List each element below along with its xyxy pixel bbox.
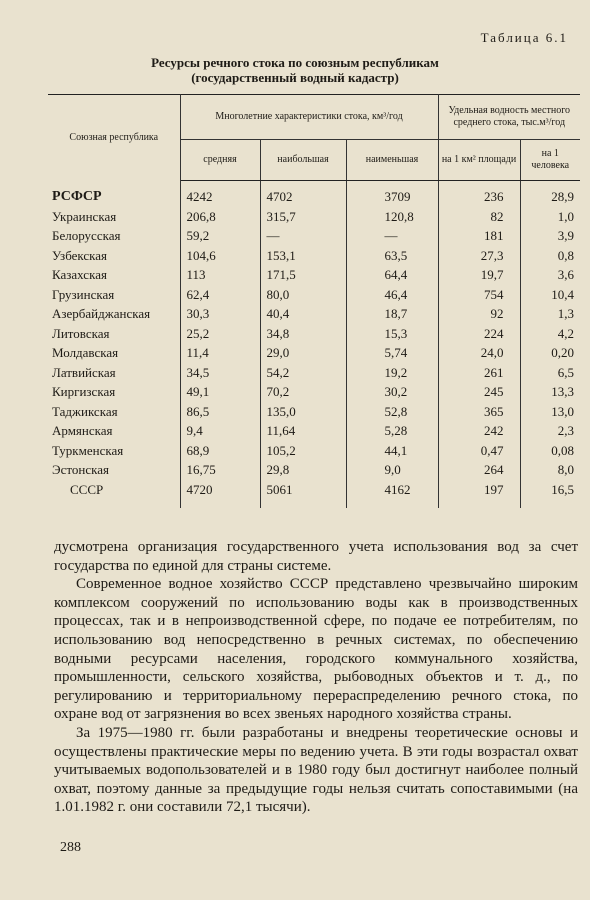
per-person-value: 16,5 (551, 481, 575, 497)
republic-name: Казахская (48, 265, 180, 285)
minimum-value: 46,4 (346, 285, 438, 305)
header-average: средняя (180, 140, 260, 181)
republic-name: Молдавская (48, 343, 180, 363)
average-value: 34,5 (180, 363, 260, 383)
river-runoff-table (48, 94, 580, 508)
per-km2-value: 245 (438, 382, 520, 402)
maximum-value: — (260, 226, 346, 246)
table-row (48, 285, 580, 305)
minimum-value: 120,8 (346, 207, 438, 227)
per-person-value: 3,6 (557, 267, 575, 283)
minimum-value: — (346, 226, 438, 246)
per-km2-value: 24,0 (438, 343, 520, 363)
per-km2-value: 0,47 (438, 441, 520, 461)
header-per-person: на 1 человека (520, 140, 580, 181)
republic-name: Туркменская (48, 441, 180, 461)
per-km2-value: 82 (438, 207, 520, 227)
header-republic: Союзная республика (48, 95, 180, 181)
table-row (48, 441, 580, 461)
average-value: 11,4 (180, 343, 260, 363)
average-value: 62,4 (180, 285, 260, 305)
per-person-value: 0,20 (551, 345, 575, 361)
table-row (48, 181, 580, 207)
table-title-line-1: Ресурсы речного стока по союзным республикам (151, 55, 439, 70)
maximum-value: 11,64 (260, 421, 346, 441)
maximum-value: 171,5 (260, 265, 346, 285)
republic-name: РСФСР (48, 181, 180, 207)
table-row (48, 207, 580, 227)
per-km2-value: 224 (438, 324, 520, 344)
average-value: 104,6 (180, 246, 260, 266)
table-row (48, 421, 580, 441)
table-row (48, 226, 580, 246)
per-person-value: 13,0 (551, 403, 575, 419)
body-text (54, 538, 578, 817)
per-person-value: 10,4 (551, 286, 575, 302)
per-km2-value: 19,7 (438, 265, 520, 285)
per-person-value: 8,0 (557, 462, 575, 478)
header-runoff-characteristics: Многолетние характеристики стока, км³/год (180, 95, 438, 140)
per-person-value: 2,3 (557, 423, 575, 439)
republic-name: Эстонская (48, 460, 180, 480)
table-row (48, 265, 580, 285)
table-row (48, 304, 580, 324)
maximum-value: 34,8 (260, 324, 346, 344)
minimum-value: 44,1 (346, 441, 438, 461)
republic-name: Латвийская (48, 363, 180, 383)
maximum-value: 135,0 (260, 402, 346, 422)
republic-name: Киргизская (48, 382, 180, 402)
average-value: 206,8 (180, 207, 260, 227)
maximum-value: 4702 (260, 181, 346, 207)
republic-name: Грузинская (48, 285, 180, 305)
minimum-value: 52,8 (346, 402, 438, 422)
per-km2-value: 197 (438, 480, 520, 508)
average-value: 86,5 (180, 402, 260, 422)
minimum-value: 15,3 (346, 324, 438, 344)
republic-name: Таджикская (48, 402, 180, 422)
table-label: Таблица 6.1 (480, 30, 568, 45)
maximum-value: 70,2 (260, 382, 346, 402)
paragraph-2: Современное водное хозяйство СССР представлено чрезвычайно широким комплексом сооружений по использованию воды как в производственных процессах, так и в непроизводственной сфере, по подаче ее потребителям, по использованию вод непосредственно в речных системах, по обеспечению водными ресурсами населения, городского коммунального хозяйства, промышленности, сельского хозяйства, рыбоводных объектов и т. д., по регулированию и территориальному перераспределению речного стока, по охране вод от загрязнения во всех звеньях народного хозяйства страны. (54, 576, 578, 723)
maximum-value: 105,2 (260, 441, 346, 461)
per-km2-value: 242 (438, 421, 520, 441)
per-person-value: 0,08 (551, 442, 575, 458)
minimum-value: 30,2 (346, 382, 438, 402)
minimum-value: 3709 (346, 181, 438, 207)
table-title (0, 55, 590, 85)
per-km2-value: 181 (438, 226, 520, 246)
table-row (48, 324, 580, 344)
average-value: 49,1 (180, 382, 260, 402)
per-km2-value: 261 (438, 363, 520, 383)
maximum-value: 5061 (260, 480, 346, 508)
average-value: 30,3 (180, 304, 260, 324)
per-km2-value: 754 (438, 285, 520, 305)
republic-name: СССР (48, 480, 180, 508)
header-per-km2: на 1 км² площади (438, 140, 520, 181)
per-km2-value: 365 (438, 402, 520, 422)
maximum-value: 80,0 (260, 285, 346, 305)
average-value: 68,9 (180, 441, 260, 461)
per-km2-value: 92 (438, 304, 520, 324)
average-value: 25,2 (180, 324, 260, 344)
maximum-value: 29,8 (260, 460, 346, 480)
page-number: 288 (60, 840, 81, 855)
header-maximum: наибольшая (260, 140, 346, 181)
per-km2-value: 27,3 (438, 246, 520, 266)
minimum-value: 5,74 (346, 343, 438, 363)
republic-name: Белорусская (48, 226, 180, 246)
per-person-value: 1,0 (557, 208, 575, 224)
maximum-value: 40,4 (260, 304, 346, 324)
table-row (48, 460, 580, 480)
table-row (48, 246, 580, 266)
per-person-value: 13,3 (551, 384, 575, 400)
per-km2-value: 264 (438, 460, 520, 480)
per-person-value: 0,8 (557, 247, 575, 263)
table-row (48, 343, 580, 363)
minimum-value: 18,7 (346, 304, 438, 324)
table-body (48, 181, 580, 508)
republic-name: Литовская (48, 324, 180, 344)
per-person-value: 1,3 (557, 306, 575, 322)
per-person-value: 6,5 (557, 364, 575, 380)
paragraph-1: дусмотрена организация государственного учета использования вод за счет государства по единой для страны системе. (54, 539, 578, 574)
average-value: 4242 (180, 181, 260, 207)
table-row (48, 382, 580, 402)
minimum-value: 4162 (346, 480, 438, 508)
table-row (48, 402, 580, 422)
minimum-value: 64,4 (346, 265, 438, 285)
average-value: 4720 (180, 480, 260, 508)
republic-name: Узбекская (48, 246, 180, 266)
table-title-line-2: (государственный водный кадастр) (191, 70, 399, 85)
header-minimum: наименьшая (346, 140, 438, 181)
per-person-value: 3,9 (557, 228, 575, 244)
minimum-value: 5,28 (346, 421, 438, 441)
average-value: 113 (180, 265, 260, 285)
maximum-value: 54,2 (260, 363, 346, 383)
maximum-value: 153,1 (260, 246, 346, 266)
maximum-value: 315,7 (260, 207, 346, 227)
minimum-value: 63,5 (346, 246, 438, 266)
table-row (48, 480, 580, 508)
header-specific-water-content: Удельная водность местного среднего стока, тыс.м³/год (438, 95, 580, 140)
per-person-value: 28,9 (551, 189, 575, 205)
maximum-value: 29,0 (260, 343, 346, 363)
per-km2-value: 236 (438, 181, 520, 207)
republic-name: Азербайджанская (48, 304, 180, 324)
average-value: 16,75 (180, 460, 260, 480)
minimum-value: 19,2 (346, 363, 438, 383)
republic-name: Армянская (48, 421, 180, 441)
republic-name: Украинская (48, 207, 180, 227)
average-value: 9,4 (180, 421, 260, 441)
table-row (48, 363, 580, 383)
per-person-value: 4,2 (557, 325, 575, 341)
paragraph-3: За 1975—1980 гг. были разработаны и внедрены теоретические основы и осуществлены практические меры по ведению учета. В эти годы возрастал охват учитываемых водопользователей и в 1980 году был достигнут наиболее полный охват, поэтому данные за предыдущие годы нельзя считать сопоставимыми (на 1.01.1982 г. они составили 72,1 тысячи). (54, 724, 578, 816)
minimum-value: 9,0 (346, 460, 438, 480)
average-value: 59,2 (180, 226, 260, 246)
